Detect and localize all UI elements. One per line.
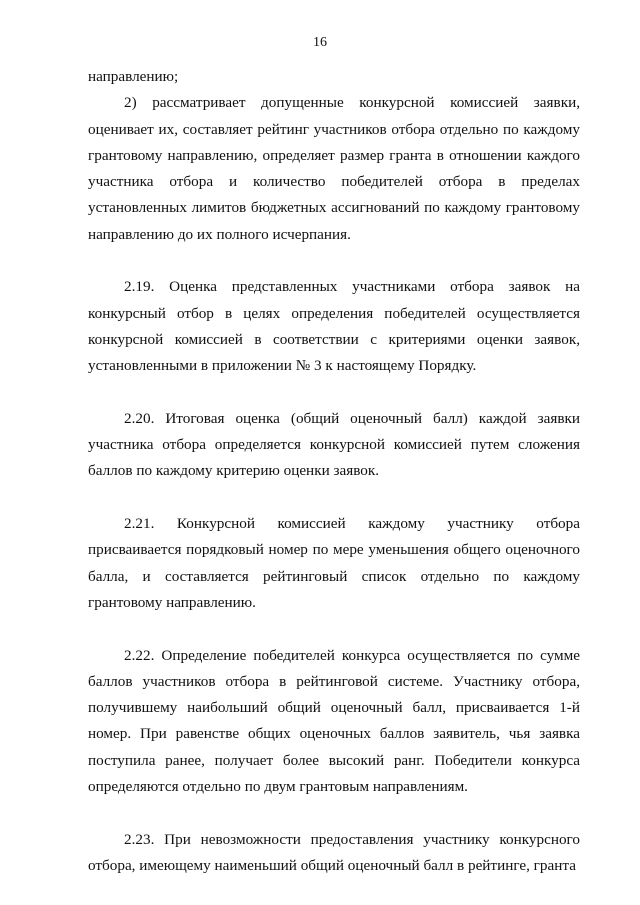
paragraph-2-21: 2.21. Конкурсной комиссией каждому участнику отбора присваивается порядковый номер по мере уменьшения общего оценочного балла, и составляется рейтинговый список отдельно по каждому грантовому направлению. xyxy=(88,515,580,611)
paragraph-2-23: 2.23. При невозможности предоставления участнику конкурсного отбора, имеющему наименьший общий оценочный балл в рейтинге, гранта xyxy=(88,830,580,874)
paragraph-2-22: 2.22. Определение победителей конкурса осуществляется по сумме баллов участников отбора в рейтинговой системе. Участнику отбора, получившему наибольший общий оценочный балл, присваивается 1-й номер. При равенстве общих оценочных баллов заявитель, чья заявка поступила ранее, получает более высокий ранг. Победители конкурса определяются отдельно по двум грантовым направлениям. xyxy=(88,646,580,796)
paragraph-2-19: 2.19. Оценка представленных участниками отбора заявок на конкурсный отбор в целях определения победителей осуществляется конкурсной комиссией в соответствии с критериями оценки заявок, установленными в приложении № 3 к настоящему Порядку. xyxy=(88,278,580,375)
document-body xyxy=(88,64,580,879)
paragraph-2-20: 2.20. Итоговая оценка (общий оценочный балл) каждой заявки участника отбора определяется конкурсной комиссией путем сложения баллов по каждому критерию оценки заявок. xyxy=(88,409,580,480)
page-number: 16 xyxy=(313,35,327,50)
paragraph-item-2: 2) рассматривает допущенные конкурсной комиссией заявки, оценивает их, составляет рейтинг участников отбора отдельно по каждому грантовому направлению, определяет размер гранта в отношении каждого участника отбора и количество победителей отбора в пределах установленных лимитов бюджетных ассигнований по каждому грантовому направлению до их полного исчерпания. xyxy=(88,94,580,243)
paragraph-continuation: направлению; xyxy=(88,68,179,85)
